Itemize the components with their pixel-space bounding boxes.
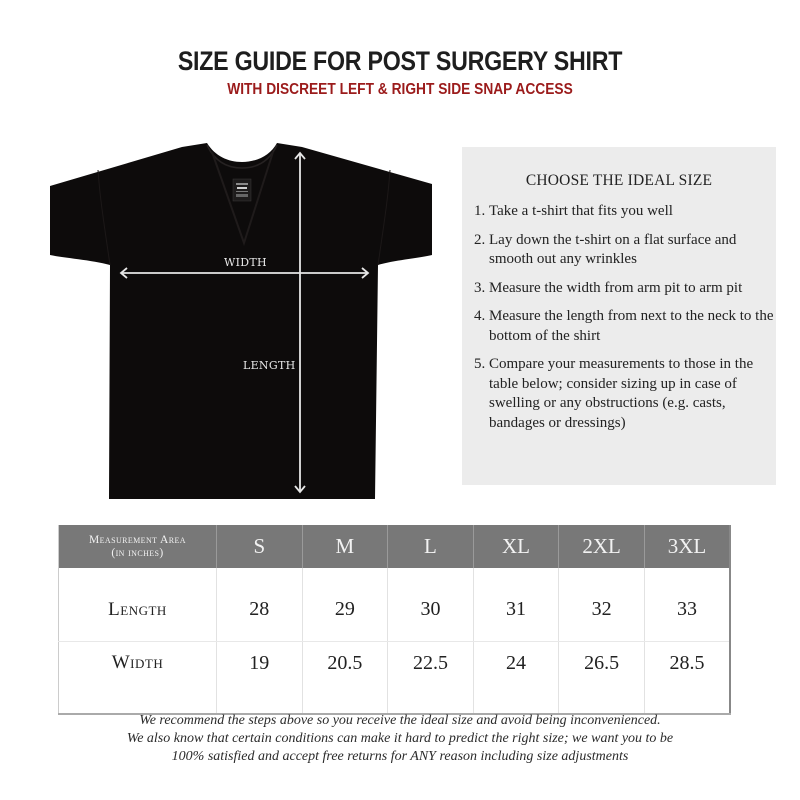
instruction-step <box>474 307 774 346</box>
step-text: Measure the length from next to the neck to the bottom of the shirt <box>489 308 774 344</box>
row-label: Width <box>59 642 217 715</box>
step-number: 2. <box>474 231 486 248</box>
instruction-step <box>474 355 774 433</box>
instruction-step <box>474 279 774 299</box>
returns-note <box>0 712 800 766</box>
table-cell: 29 <box>302 568 388 642</box>
table-cell: 24 <box>473 642 559 715</box>
note-line: 100% satisfied and accept free returns for ANY reason including size adjustments <box>171 749 629 764</box>
table-cell: 30 <box>388 568 474 642</box>
size-header-3xl: 3XL <box>644 525 730 568</box>
width-label: WIDTH <box>224 256 267 269</box>
table-cell: 22.5 <box>388 642 474 715</box>
size-header-xl: XL <box>473 525 559 568</box>
table-cell: 19 <box>217 642 303 715</box>
size-header-m: M <box>302 525 388 568</box>
table-cell: 31 <box>473 568 559 642</box>
shirt-diagram <box>0 0 460 510</box>
table-row-width <box>59 642 731 715</box>
size-header-s: S <box>217 525 303 568</box>
instructions-list <box>474 202 774 442</box>
instruction-step <box>474 231 774 270</box>
table-cell: 20.5 <box>302 642 388 715</box>
measurement-area-header <box>59 525 217 568</box>
step-number: 3. <box>474 279 486 296</box>
table-cell: 26.5 <box>559 642 645 715</box>
size-instructions-panel <box>462 147 776 485</box>
t-shirt-image <box>0 0 460 510</box>
step-number: 1. <box>474 203 486 219</box>
note-line: We recommend the steps above so you receive the ideal size and avoid being inconvenienced. <box>139 713 661 728</box>
step-text: Lay down the t-shirt on a flat surface and smooth out any wrinkles <box>489 231 737 267</box>
size-header-l: L <box>388 525 474 568</box>
measurement-area-label: Measurement Area <box>89 533 186 546</box>
size-chart-table <box>58 525 731 715</box>
table-cell: 32 <box>559 568 645 642</box>
step-number: 4. <box>474 308 486 324</box>
units-label: (in inches) <box>111 546 164 559</box>
table-cell: 28.5 <box>644 642 730 715</box>
row-label: Length <box>59 568 217 642</box>
table-row-length <box>59 568 731 642</box>
step-number: 5. <box>474 356 486 372</box>
instructions-heading: CHOOSE THE IDEAL SIZE <box>525 172 713 189</box>
size-header-2xl: 2XL <box>559 525 645 568</box>
step-text: Measure the width from arm pit to arm pit <box>489 279 743 296</box>
page-subtitle: WITH DISCREET LEFT & RIGHT SIDE SNAP ACCESS <box>227 81 573 98</box>
table-header-row <box>59 525 731 568</box>
step-text: Compare your measurements to those in the table below; consider sizing up in case of swelling or any obstructions (e.g. casts, bandages or dressings) <box>489 356 754 431</box>
instruction-step <box>474 202 774 222</box>
note-line: We also know that certain conditions can make it hard to predict the right size; we want you to be <box>126 731 674 746</box>
neck-tag-icon <box>233 179 251 201</box>
table-cell: 28 <box>217 568 303 642</box>
table-cell: 33 <box>644 568 730 642</box>
step-text: Take a t-shirt that fits you well <box>489 203 673 219</box>
page-title: SIZE GUIDE FOR POST SURGERY SHIRT <box>177 46 623 76</box>
length-label: LENGTH <box>243 359 296 372</box>
